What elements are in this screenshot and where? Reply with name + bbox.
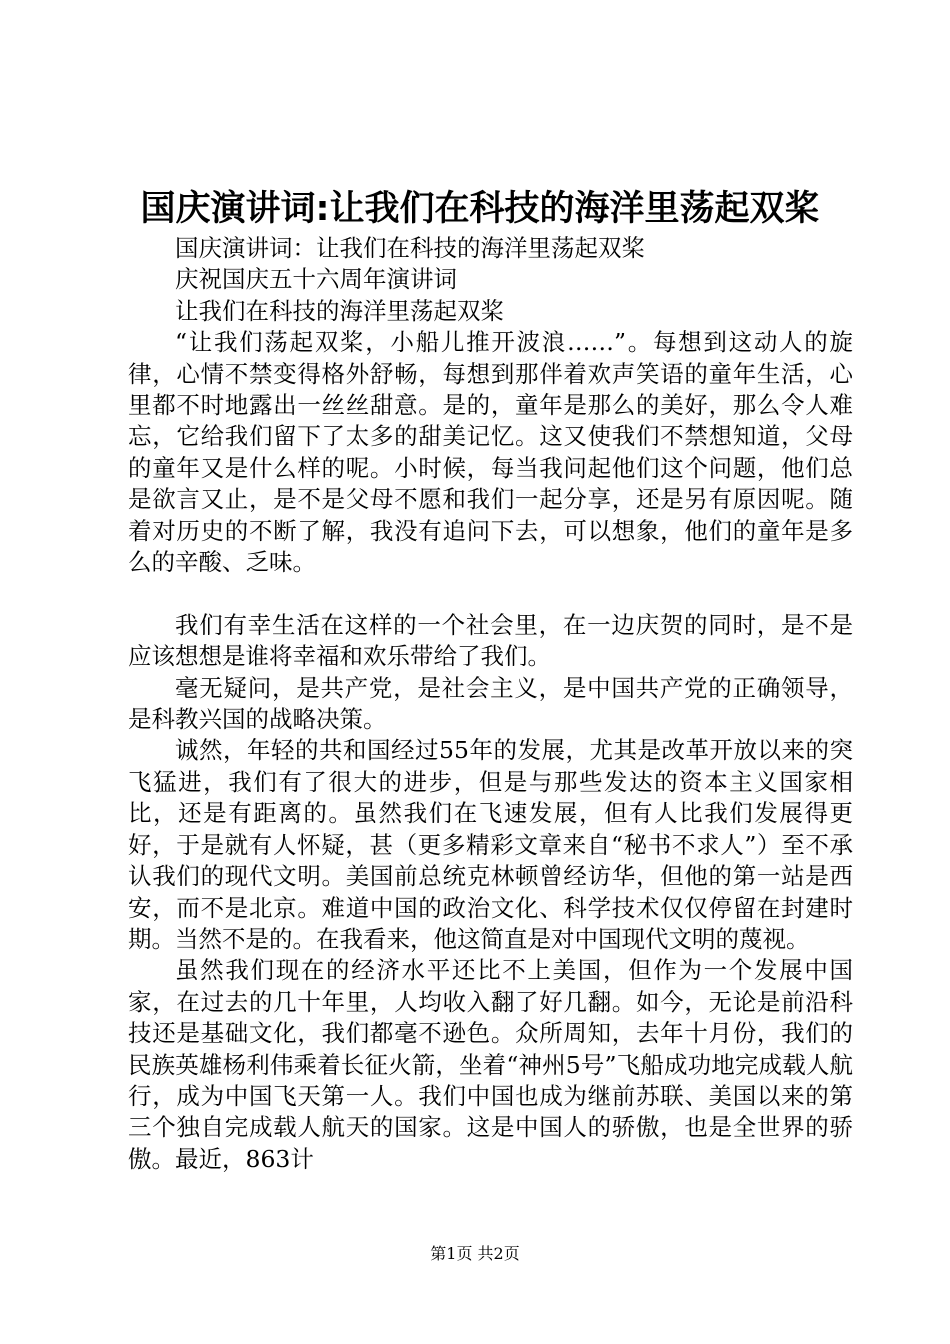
body-paragraph: 毫无疑问，是共产党，是社会主义，是中国共产党的正确领导，是科教兴国的战略决策。	[128, 673, 853, 734]
document-body	[128, 233, 853, 1175]
heading-line: 国庆演讲词：让我们在科技的海洋里荡起双桨	[175, 234, 645, 262]
body-paragraph: “让我们荡起双桨，小船儿推开波浪……”。每想到这动人的旋律，心情不禁变得格外舒畅，每想到那伴着欢声笑语的童年生活，心里都不时地露出一丝丝甜意。是的，童年是那么的美好，那么令人难忘，它给我们留下了太多的甜美记忆。这又使我们不禁想知道，父母的童年又是什么样的呢。小时候，每当我问起他们这个问题，他们总是欲言又止，是不是父母不愿和我们一起分享，还是另有原因呢。随着对历史的不断了解，我没有追问下去，可以想象，他们的童年是多么的辛酸、乏味。	[128, 328, 853, 577]
body-paragraph: 我们有幸生活在这样的一个社会里，在一边庆贺的同时，是不是应该想想是谁将幸福和欢乐带给了我们。	[128, 610, 853, 671]
paragraph-gap	[128, 578, 853, 609]
document-title: 国庆演讲词:让我们在科技的海洋里荡起双桨	[140, 189, 820, 229]
body-paragraph: 虽然我们现在的经济水平还比不上美国，但作为一个发展中国家，在过去的几十年里，人均收入翻了好几翻。如今，无论是前沿科技还是基础文化，我们都毫不逊色。众所周知，去年十月份，我们的民族英雄杨利伟乘着长征火箭，坐着“神州5号”飞船成功地完成载人航行，成为中国飞天第一人。我们中国也成为继前苏联、美国以来的第三个独自完成载人航天的国家。这是中国人的骄傲，也是全世界的骄傲。最近，863计	[128, 956, 853, 1173]
heading-line: 让我们在科技的海洋里荡起双桨	[175, 296, 504, 325]
body-paragraph: 诚然，年轻的共和国经过55年的发展，尤其是改革开放以来的突飞猛进，我们有了很大的进步，但是与那些发达的资本主义国家相比，还是有距离的。虽然我们在飞速发展，但有人比我们发展得更好，于是就有人怀疑，甚（更多精彩文章来自“秘书不求人”）至不承认我们的现代文明。美国前总统克林顿曾经访华，但他的第一站是西安，而不是北京。难道中国的政治文化、科学技术仅仅停留在封建时期。当然不是的。在我看来，他这简直是对中国现代文明的蔑视。	[128, 736, 853, 953]
heading-line: 庆祝国庆五十六周年演讲词	[175, 265, 457, 294]
page-footer: 第1页 共2页	[430, 1244, 520, 1263]
